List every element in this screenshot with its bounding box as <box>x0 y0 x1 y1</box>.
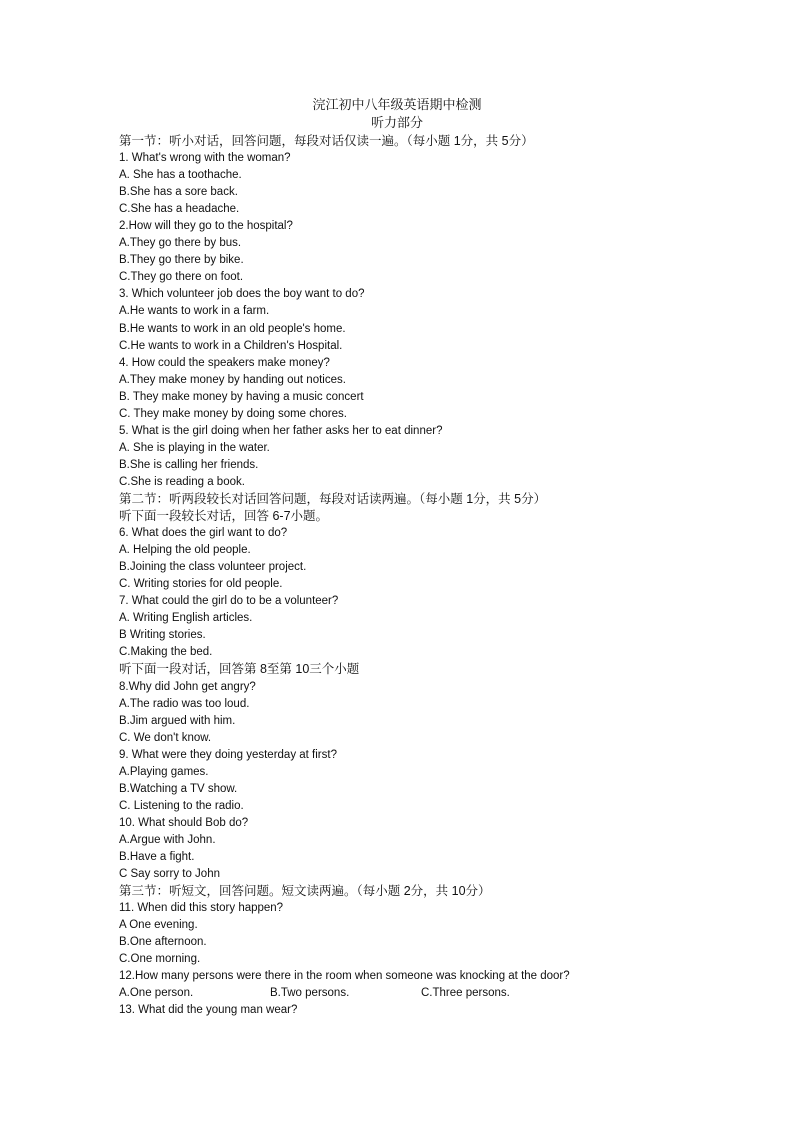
answer-option: C. We don't know. <box>119 731 212 744</box>
answer-option: C.One morning. <box>119 953 201 966</box>
answer-option: C. They make money by doing some chores. <box>119 407 347 420</box>
answer-option: B.They go there by bike. <box>119 254 244 267</box>
exam-content <box>119 133 679 1019</box>
answer-option: B.He wants to work in an old people's home. <box>119 322 346 335</box>
page-subtitle: 听力部分 <box>370 115 423 130</box>
answer-option: A.Argue with John. <box>119 833 216 846</box>
page-title: 浣江初中八年级英语期中检测 <box>312 97 482 112</box>
question-text: 9. What were they doing yesterday at first? <box>119 748 337 761</box>
answer-option: C.Three persons. <box>421 987 510 1000</box>
question-text: 13. What did the young man wear? <box>119 1004 298 1017</box>
answer-option: A.He wants to work in a farm. <box>119 305 270 318</box>
question-text: 8.Why did John get angry? <box>119 680 256 693</box>
answer-option: B.Two persons. <box>270 987 350 1000</box>
answer-option: A.The radio was too loud. <box>119 697 250 710</box>
answer-option: A.One person. <box>119 987 194 1000</box>
answer-option: C.Making the bed. <box>119 646 213 659</box>
question-text: 2.How will they go to the hospital? <box>119 220 293 233</box>
answer-option: B Writing stories. <box>119 629 206 642</box>
answer-option: B.Joining the class volunteer project. <box>119 561 307 574</box>
section-heading: 第一节：听小对话，回答问题，每段对话仅读一遍。（每小题 1分，共 5分） <box>119 134 534 148</box>
answer-option: C.She is reading a book. <box>119 475 245 488</box>
answer-option: A. Writing English articles. <box>119 612 253 625</box>
section-heading: 第二节：听两段较长对话回答问题，每段对话读两遍。（每小题 1分，共 5分） <box>119 491 547 506</box>
options-row <box>119 985 679 1002</box>
answer-option: C. Listening to the radio. <box>119 799 244 812</box>
section-heading: 听下面一段较长对话，回答 6-7小题。 <box>119 509 329 524</box>
answer-option: A.They go there by bus. <box>119 237 242 250</box>
question-text: 1. What's wrong with the woman? <box>119 152 291 165</box>
question-text: 3. Which volunteer job does the boy want to do? <box>119 288 365 301</box>
answer-option: C.They go there on foot. <box>119 271 244 284</box>
answer-option: C.He wants to work in a Children's Hospital. <box>119 339 343 352</box>
answer-option: C.She has a headache. <box>119 203 240 216</box>
section-heading: 第三节：听短文，回答问题。短文读两遍。（每小题 2分，共 10分） <box>119 884 491 899</box>
answer-option: A One evening. <box>119 919 198 932</box>
answer-option: B.Jim argued with him. <box>119 714 236 727</box>
question-text: 6. What does the girl want to do? <box>119 527 288 540</box>
question-text: 12.How many persons were there in the room when someone was knocking at the door? <box>119 970 570 983</box>
question-text: 10. What should Bob do? <box>119 816 249 829</box>
answer-option: B.One afternoon. <box>119 936 207 949</box>
question-text: 4. How could the speakers make money? <box>119 356 330 369</box>
question-text: 7. What could the girl do to be a volunteer? <box>119 595 339 608</box>
answer-option: A.Playing games. <box>119 765 209 778</box>
answer-option: B.She has a sore back. <box>119 186 238 199</box>
question-text: 5. What is the girl doing when her father asks her to eat dinner? <box>119 424 443 437</box>
answer-option: A. She is playing in the water. <box>119 441 270 454</box>
answer-option: B.Have a fight. <box>119 850 195 863</box>
answer-option: B. They make money by having a music concert <box>119 390 364 403</box>
answer-option: B.She is calling her friends. <box>119 458 259 471</box>
answer-option: A.They make money by handing out notices. <box>119 373 346 386</box>
answer-option: B.Watching a TV show. <box>119 782 238 795</box>
answer-option: C. Writing stories for old people. <box>119 578 283 591</box>
answer-option: C Say sorry to John <box>119 868 220 881</box>
answer-option: A. Helping the old people. <box>119 544 251 557</box>
section-heading: 听下面一段对话，回答第 8至第 10三个小题 <box>119 662 360 677</box>
question-text: 11. When did this story happen? <box>119 902 284 915</box>
answer-option: A. She has a toothache. <box>119 169 242 182</box>
